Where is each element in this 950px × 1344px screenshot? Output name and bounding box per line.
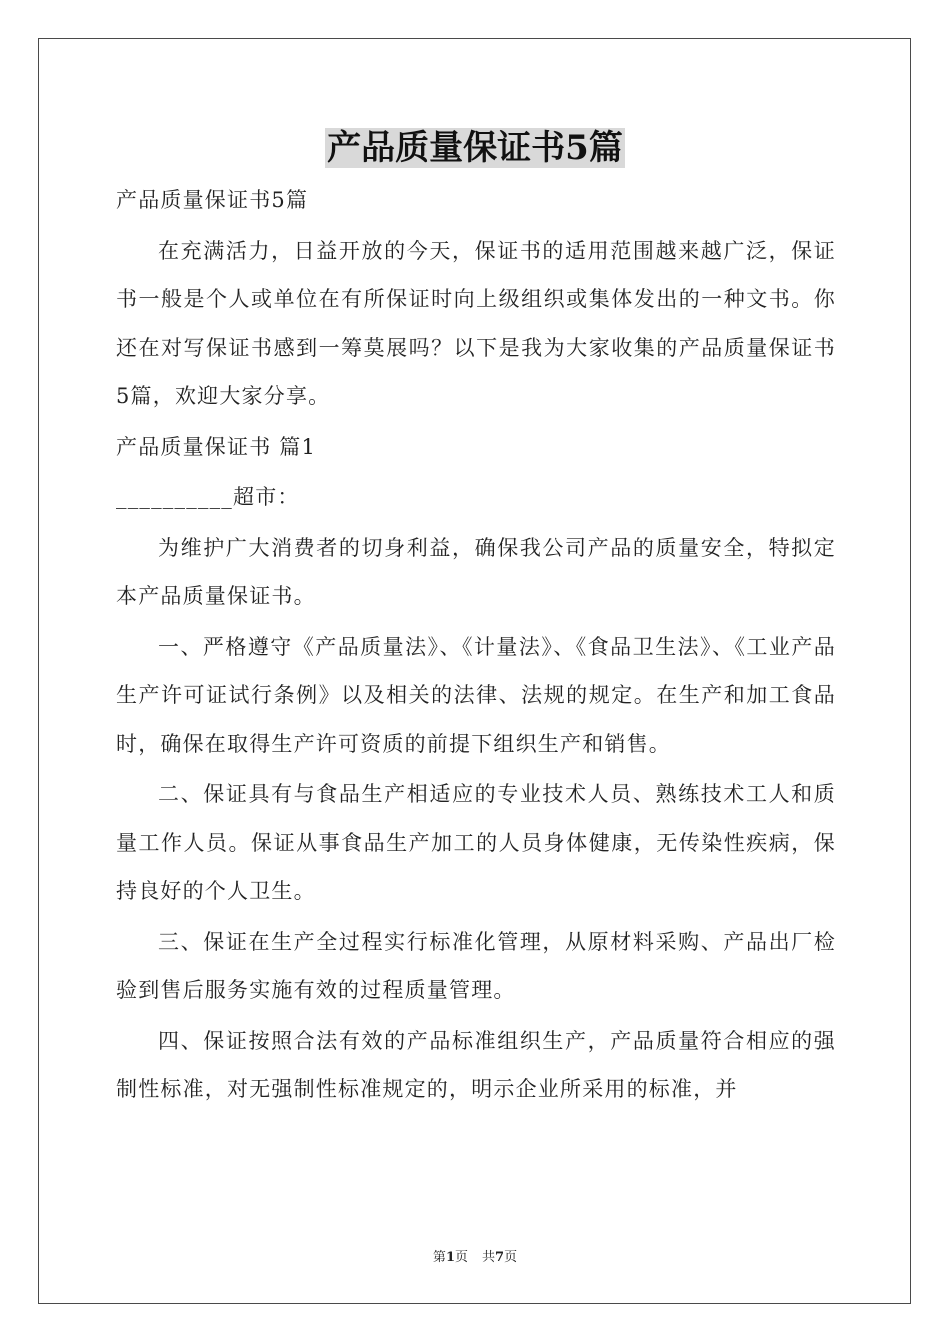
document-subtitle: 产品质量保证书5篇: [116, 188, 309, 212]
section-heading: 产品质量保证书 篇1: [116, 434, 317, 459]
total-prefix: 共: [482, 1250, 496, 1265]
total-pages: 7: [495, 1250, 505, 1265]
document-title-text: 产品质量保证书5篇: [327, 128, 623, 168]
document-title: [0, 124, 950, 172]
document-body: [116, 176, 836, 1114]
clause-2: 二、保证具有与食品生产相适应的专业技术人员、熟练技术工人和质量工作人员。保证从事食品生产加工的人员身体健康，无传染性疾病，保持良好的个人卫生。: [116, 782, 836, 903]
purpose-paragraph: 为维护广大消费者的切身利益，确保我公司产品的质量安全，特拟定本产品质量保证书。: [116, 535, 836, 608]
clause-1: 一、严格遵守《产品质量法》、《计量法》、《食品卫生法》、《工业产品生产许可证试行条例》以及相关的法律、法规的规定。在生产和加工食品时，确保在取得生产许可资质的前提下组织生产和销售。: [116, 634, 836, 756]
page-prefix: 第: [432, 1250, 446, 1265]
addressee-line: __________超市：: [116, 485, 300, 509]
total-suffix: 页: [504, 1250, 518, 1265]
clause-4: 四、保证按照合法有效的产品标准组织生产，产品质量符合相应的强制性标准，对无强制性标准规定的，明示企业所采用的标准，并: [116, 1028, 836, 1101]
page-number: 1: [445, 1250, 455, 1265]
clause-3: 三、保证在生产全过程实行标准化管理，从原材料采购、产品出厂检验到售后服务实施有效的过程质量管理。: [116, 929, 836, 1002]
intro-paragraph: 在充满活力，日益开放的今天，保证书的适用范围越来越广泛，保证书一般是个人或单位在有所保证时向上级组织或集体发出的一种文书。你还在对写保证书感到一筹莫展吗？以下是我为大家收集的产品质量保证书5篇，欢迎大家分享。: [116, 238, 836, 408]
page-suffix: 页: [454, 1250, 468, 1265]
page-footer: [0, 1246, 950, 1265]
